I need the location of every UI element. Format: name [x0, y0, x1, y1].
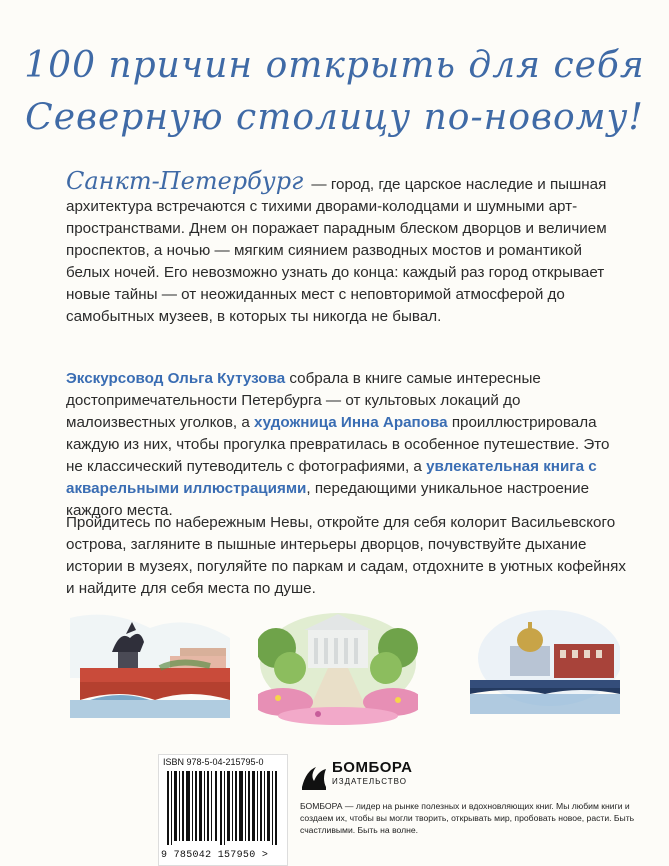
publisher-logo [300, 757, 440, 793]
palace-garden-illustration [258, 608, 418, 726]
cover-headline [0, 40, 669, 144]
illustrator-highlight: художница Инна Арапова [254, 414, 448, 431]
publisher-subtitle: ИЗДАТЕЛЬСТВО [332, 777, 407, 786]
bombora-wave-icon [300, 757, 328, 791]
isbn-number: ISBN 978-5-04-215795-0 [163, 757, 264, 767]
authors-text-1: собрала в книге самые интересные достопримечательности Петербурга — от культовых локаций до малоизвестных уголков, а [66, 370, 541, 431]
authors-text-2: проиллюстрировала каждую из них, чтобы прогулка превратилась в особенное путешествие. Это не классический путеводитель с фотографиями, а [66, 414, 610, 475]
authors-text-3: , передающими уникальное настроение каждого места. [66, 480, 590, 519]
cathedral-bridge-illustration [470, 608, 620, 718]
publisher-blurb: БОМБОРА — лидер на рынке полезных и вдохновляющих книг. Мы любим книги и создаем их, чтобы вы могли творить, открывать мир, пробовать новое, расти. Быть счастливыми. Быть на волне. [300, 801, 635, 835]
anichkov-bridge-illustration [70, 608, 230, 718]
headline-line-1: 100 причин открыть для себя [24, 45, 645, 86]
invitation-paragraph: Пройдитесь по набережным Невы, откройте для себя колорит Васильевского острова, загляните в пышные интерьеры дворцов, почувствуйте дыхание истории в музеях, погуляйте по паркам и садам, отдохните в уютных кофейнях и найдите для себя места по душе. [66, 514, 626, 597]
city-name-lead: Санкт-Петербург [66, 167, 304, 195]
publisher-name: БОМБОРА [332, 759, 413, 776]
book-feature-highlight: увлекательная книга с акварельными иллюстрациями [66, 458, 597, 497]
barcode-digits: 9 785042 157950 > [161, 850, 269, 861]
intro-text: — город, где царское наследие и пышная архитектура встречаются с тихими дворами-колодцами и шумными арт-пространствами. Днем он поражает парадным блеском дворцов и величием проспектов, а ночью — мягким сиянием разводных мостов и романтикой белых ночей. Его невозможно узнать до конца: каждый раз город открывает новые тайны — от неожиданных мест с неповторимой атмосферой до самобытных музеев, в которых ты никогда не бывал. [66, 176, 607, 325]
authors-paragraph [66, 368, 626, 522]
headline-line-2: Северную столицу по-новому! [25, 97, 644, 138]
guide-author-highlight: Экскурсовод Ольга Кутузова [66, 370, 286, 387]
barcode-bars [167, 771, 279, 845]
isbn-barcode [158, 754, 288, 866]
intro-paragraph [66, 167, 626, 328]
